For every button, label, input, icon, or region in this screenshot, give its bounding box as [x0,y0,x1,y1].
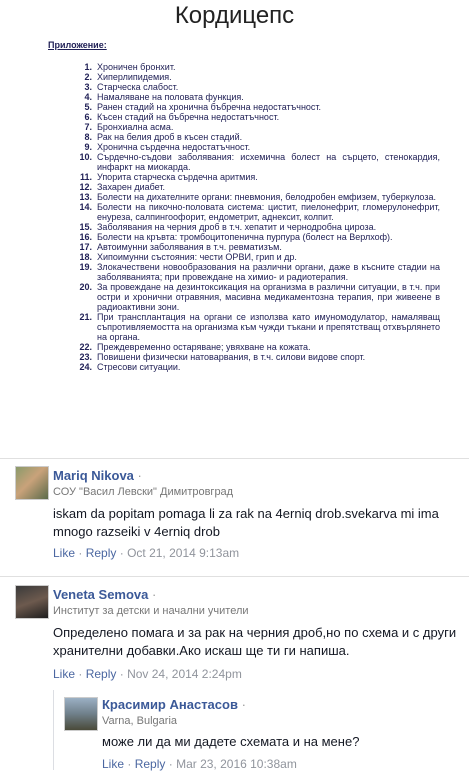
list-item-number: 5. [84,102,92,112]
list-item-number: 21. [79,312,92,322]
list-item-text: При трансплантация на органи се използва като имуномодулатор, намаляващ съпротивляемостта на организма към чужди тъкани и препятстващ отхвърлянето на органа. [97,312,440,342]
like-link[interactable]: Like [53,546,76,560]
separator-dot: · [78,546,83,560]
comment-author[interactable]: Красимир Анастасов · [102,697,246,712]
separator-dot: · [119,546,124,560]
comment-text: Определено помага и за рак на черния дроб,но по схема и с други хранителни добавки.Ако искаш ще ти ги напиша. [53,625,457,658]
avatar[interactable] [15,466,49,500]
list-item-number: 18. [79,252,92,262]
separator-dot: · [137,468,142,483]
list-item-text: Захарен диабет. [97,182,165,192]
avatar[interactable] [64,697,98,731]
list-item-number: 20. [79,282,92,292]
list-item-number: 10. [79,152,92,162]
list-item [72,82,440,92]
list-item-number: 15. [79,222,92,232]
list-item-number: 6. [84,112,92,122]
list-item-text: Повишени физически натоварвания, в т.ч. силови видове спорт. [97,352,366,362]
list-item-number: 4. [84,92,92,102]
list-item [72,232,440,242]
list-item-number: 12. [79,182,92,192]
list-item-text: Хронична сърдечна недостатъчност. [97,142,251,152]
comment-timestamp[interactable]: Oct 21, 2014 9:13am [127,546,240,560]
list-item-text: Намаляване на половата функция. [97,92,244,102]
reply-link[interactable]: Reply [134,757,166,771]
list-item [72,362,440,372]
list-item [72,72,440,82]
list-item-text: Ранен стадий на хронична бъбречна недостатъчност. [97,102,322,112]
separator-dot: · [119,667,124,681]
list-item-text: Старческа слабост. [97,82,179,92]
list-item-text: Автоимунни заболявания в т.ч. ревматизъм. [97,242,282,252]
reply-link[interactable]: Reply [85,546,117,560]
list-item [72,262,440,282]
comment-author[interactable]: Mariq Nikova · [53,468,142,483]
list-item [72,252,440,262]
list-item [72,112,440,122]
list-item [72,282,440,312]
separator-dot: · [168,757,173,771]
list-item-number: 3. [84,82,92,92]
list-item-text: Преждевременно остаряване; увяхване на кожата. [97,342,311,352]
divider [0,458,469,459]
list-item [72,192,440,202]
list-item-number: 8. [84,132,92,142]
list-item-text: Стресови ситуации. [97,362,181,372]
list-item-number: 7. [84,122,92,132]
list-item-number: 13. [79,192,92,202]
list-item-number: 24. [79,362,92,372]
list-item [72,222,440,232]
list-item-number: 2. [84,72,92,82]
comment-timestamp[interactable]: Mar 23, 2016 10:38am [176,757,297,771]
list-item-text: Хроничен бронхит. [97,62,176,72]
list-item-text: За провеждане на дезинтоксикация на организма в различни ситуации, в т.ч. при остри и хронични отравяния, масивна медикаментозна терапия, при живеене в радиоактивни зони. [97,282,440,312]
separator-dot: · [152,587,157,602]
comment-text: може ли да ми дадете схемата и на мене? [102,734,360,749]
page-title: Кордицепс [174,2,295,29]
comment-timestamp[interactable]: Nov 24, 2014 2:24pm [127,667,242,681]
list-item [72,242,440,252]
list-item-text: Злокачествени новообразования на различни органи, даже в късните стадии на заболяванията; при провеждане на химио- и радиотерапия. [97,262,440,282]
list-item-number: 22. [79,342,92,352]
list-item-text: Хиперлипидемия. [97,72,172,82]
separator-dot: · [241,697,246,712]
indications-list [72,62,440,372]
list-item [72,312,440,342]
list-item [72,142,440,152]
list-item [72,182,440,192]
list-item [72,102,440,112]
like-link[interactable]: Like [53,667,76,681]
list-item-number: 1. [84,62,92,72]
list-item-text: Сърдечно-съдови заболявания: исхемична болест на сърцето, стенокардия, инфаркт на миокарда. [97,152,440,172]
comment-actions [53,546,239,560]
list-item-text: Болести на кръвта: тромбоцитопенична пурпура (болест на Верлхоф). [97,232,393,242]
divider [0,576,469,577]
list-item-number: 17. [79,242,92,252]
list-item [72,352,440,362]
list-item-text: Болести на пикочно-половата система: цистит, пиелонефрит, гломерулонефрит, енуреза, салпингоофорит, ендометрит, аднексит, колпит. [97,202,440,222]
comment-text: iskam da popitam pomaga li za rak na 4erniq drob.svekarva mi ima mnogo razseiki v 4erniq drob [53,506,439,539]
list-item-text: Бронхиална асма. [97,122,174,132]
comment-org[interactable]: Varna, Bulgaria [102,715,178,727]
list-item-text: Болести на дихателните органи: пневмония, белодробен емфизем, туберкулоза. [97,192,436,202]
list-item-number: 16. [79,232,92,242]
list-item-text: Упорита старческа сърдечна аритмия. [97,172,258,182]
app-label: Приложение: [48,40,107,50]
separator-dot: · [78,667,83,681]
comment-actions [102,757,297,771]
list-item [72,92,440,102]
list-item-text: Хипоимунни състояния: чести ОРВИ, грип и др. [97,252,297,262]
list-item-number: 23. [79,352,92,362]
list-item [72,202,440,222]
list-item-number: 11. [79,172,92,182]
list-item-text: Рак на белия дроб в късен стадий. [97,132,243,142]
like-link[interactable]: Like [102,757,125,771]
list-item [72,342,440,352]
list-item [72,152,440,172]
reply-link[interactable]: Reply [85,667,117,681]
avatar[interactable] [15,585,49,619]
list-item-text: Заболявания на черния дроб в т.ч. хепатит и чернодробна цироза. [97,222,377,232]
list-item-number: 9. [84,142,92,152]
comment-author[interactable]: Veneta Semova · [53,587,157,602]
comment-actions [53,667,242,681]
list-item [72,132,440,142]
list-item-text: Късен стадий на бъбречна недостатъчност. [97,112,280,122]
list-item-number: 19. [79,262,92,272]
comment-org[interactable]: Институт за детски и начални учители [53,605,249,617]
list-item [72,172,440,182]
list-item [72,62,440,72]
list-item [72,122,440,132]
comment-org[interactable]: СОУ "Васил Левски" Димитровград [53,486,234,498]
separator-dot: · [127,757,132,771]
list-item-number: 14. [79,202,92,212]
